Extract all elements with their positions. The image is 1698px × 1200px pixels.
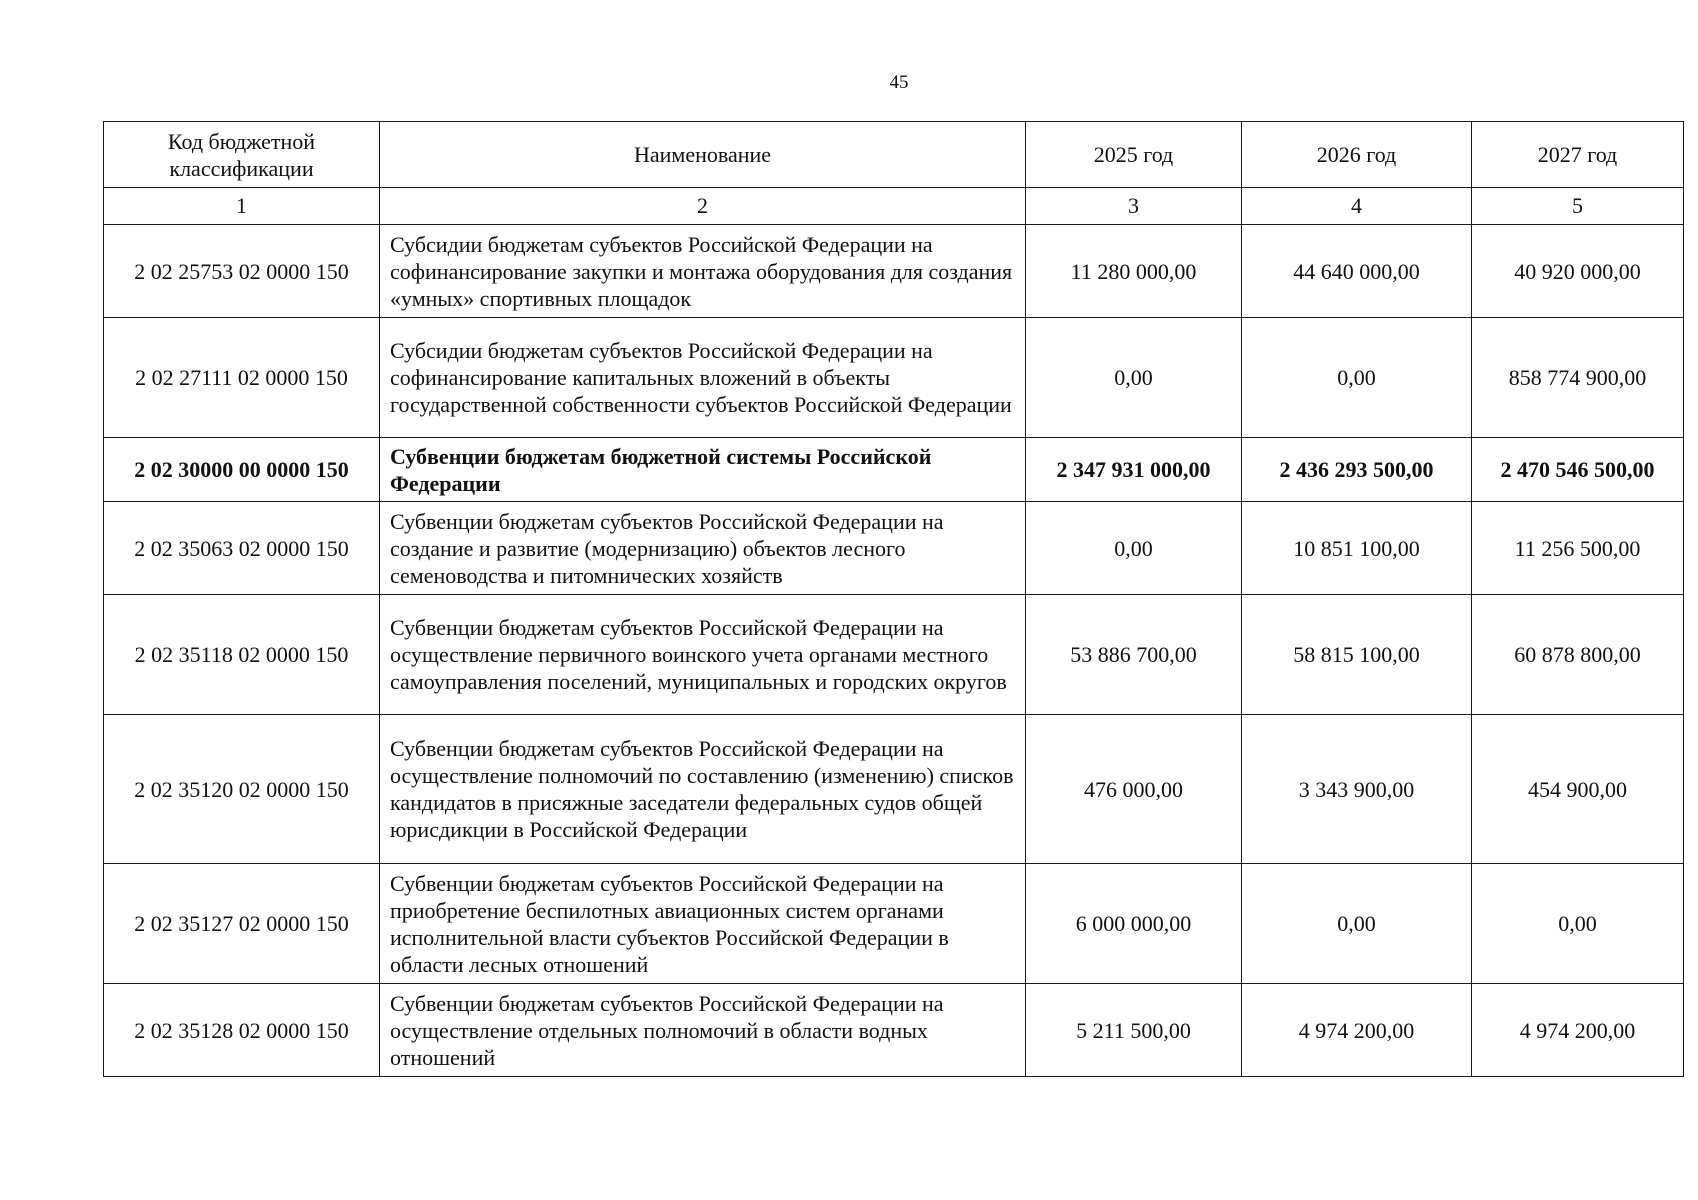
table-row bbox=[104, 984, 1684, 1077]
amount-2027: 858 774 900,00 bbox=[1472, 318, 1684, 438]
budget-code: 2 02 27111 02 0000 150 bbox=[104, 318, 380, 438]
budget-code: 2 02 35127 02 0000 150 bbox=[104, 864, 380, 984]
table-row bbox=[104, 864, 1684, 984]
amount-2026: 44 640 000,00 bbox=[1242, 225, 1472, 318]
amount-2027: 4 974 200,00 bbox=[1472, 984, 1684, 1077]
table-row bbox=[104, 595, 1684, 715]
table-row-subtotal bbox=[104, 438, 1684, 502]
amount-2025: 11 280 000,00 bbox=[1026, 225, 1242, 318]
item-name: Субвенции бюджетам субъектов Российской Федерации на осуществление полномочий по составлению (изменению) списков кандидатов в присяжные заседатели федеральных судов общей юрисдикции в Российской Федерации bbox=[380, 715, 1026, 864]
item-name: Субсидии бюджетам субъектов Российской Федерации на софинансирование закупки и монтажа оборудования для создания «умных» спортивных площадок bbox=[380, 225, 1026, 318]
budget-code: 2 02 35120 02 0000 150 bbox=[104, 715, 380, 864]
budget-code: 2 02 25753 02 0000 150 bbox=[104, 225, 380, 318]
header-2027: 2027 год bbox=[1472, 122, 1684, 188]
amount-2025: 2 347 931 000,00 bbox=[1026, 438, 1242, 502]
amount-2027: 11 256 500,00 bbox=[1472, 502, 1684, 595]
header-2025: 2025 год bbox=[1026, 122, 1242, 188]
amount-2027: 60 878 800,00 bbox=[1472, 595, 1684, 715]
amount-2025: 0,00 bbox=[1026, 318, 1242, 438]
amount-2025: 0,00 bbox=[1026, 502, 1242, 595]
amount-2026: 58 815 100,00 bbox=[1242, 595, 1472, 715]
amount-2025: 53 886 700,00 bbox=[1026, 595, 1242, 715]
amount-2026: 4 974 200,00 bbox=[1242, 984, 1472, 1077]
amount-2026: 3 343 900,00 bbox=[1242, 715, 1472, 864]
budget-code: 2 02 30000 00 0000 150 bbox=[104, 438, 380, 502]
budget-code: 2 02 35063 02 0000 150 bbox=[104, 502, 380, 595]
budget-code: 2 02 35128 02 0000 150 bbox=[104, 984, 380, 1077]
amount-2026: 10 851 100,00 bbox=[1242, 502, 1472, 595]
column-number: 1 bbox=[104, 188, 380, 225]
budget-table bbox=[103, 121, 1684, 1077]
item-name: Субвенции бюджетам субъектов Российской Федерации на осуществление первичного воинского учета органами местного самоуправления поселений, муниципальных и городских округов bbox=[380, 595, 1026, 715]
amount-2025: 6 000 000,00 bbox=[1026, 864, 1242, 984]
amount-2025: 5 211 500,00 bbox=[1026, 984, 1242, 1077]
amount-2027: 40 920 000,00 bbox=[1472, 225, 1684, 318]
table-row bbox=[104, 715, 1684, 864]
header-code: Код бюджетной классификации bbox=[104, 122, 380, 188]
table-row bbox=[104, 225, 1684, 318]
column-number: 5 bbox=[1472, 188, 1684, 225]
page-number: 45 bbox=[889, 72, 909, 93]
table-header-row bbox=[104, 122, 1684, 188]
amount-2026: 0,00 bbox=[1242, 318, 1472, 438]
amount-2027: 454 900,00 bbox=[1472, 715, 1684, 864]
item-name: Субвенции бюджетам субъектов Российской Федерации на осуществление отдельных полномочий в области водных отношений bbox=[380, 984, 1026, 1077]
item-name: Субвенции бюджетам субъектов Российской Федерации на создание и развитие (модернизацию) объектов лесного семеноводства и питомнических хозяйств bbox=[380, 502, 1026, 595]
amount-2027: 2 470 546 500,00 bbox=[1472, 438, 1684, 502]
header-name: Наименование bbox=[380, 122, 1026, 188]
amount-2026: 2 436 293 500,00 bbox=[1242, 438, 1472, 502]
table-row bbox=[104, 502, 1684, 595]
column-number-row bbox=[104, 188, 1684, 225]
item-name: Субвенции бюджетам бюджетной системы Российской Федерации bbox=[380, 438, 1026, 502]
column-number: 2 bbox=[380, 188, 1026, 225]
table-row bbox=[104, 318, 1684, 438]
column-number: 3 bbox=[1026, 188, 1242, 225]
item-name: Субсидии бюджетам субъектов Российской Федерации на софинансирование капитальных вложений в объекты государственной собственности субъектов Российской Федерации bbox=[380, 318, 1026, 438]
header-2026: 2026 год bbox=[1242, 122, 1472, 188]
amount-2025: 476 000,00 bbox=[1026, 715, 1242, 864]
amount-2026: 0,00 bbox=[1242, 864, 1472, 984]
amount-2027: 0,00 bbox=[1472, 864, 1684, 984]
budget-code: 2 02 35118 02 0000 150 bbox=[104, 595, 380, 715]
column-number: 4 bbox=[1242, 188, 1472, 225]
item-name: Субвенции бюджетам субъектов Российской Федерации на приобретение беспилотных авиационных систем органами исполнительной власти субъектов Российской Федерации в области лесных отношений bbox=[380, 864, 1026, 984]
